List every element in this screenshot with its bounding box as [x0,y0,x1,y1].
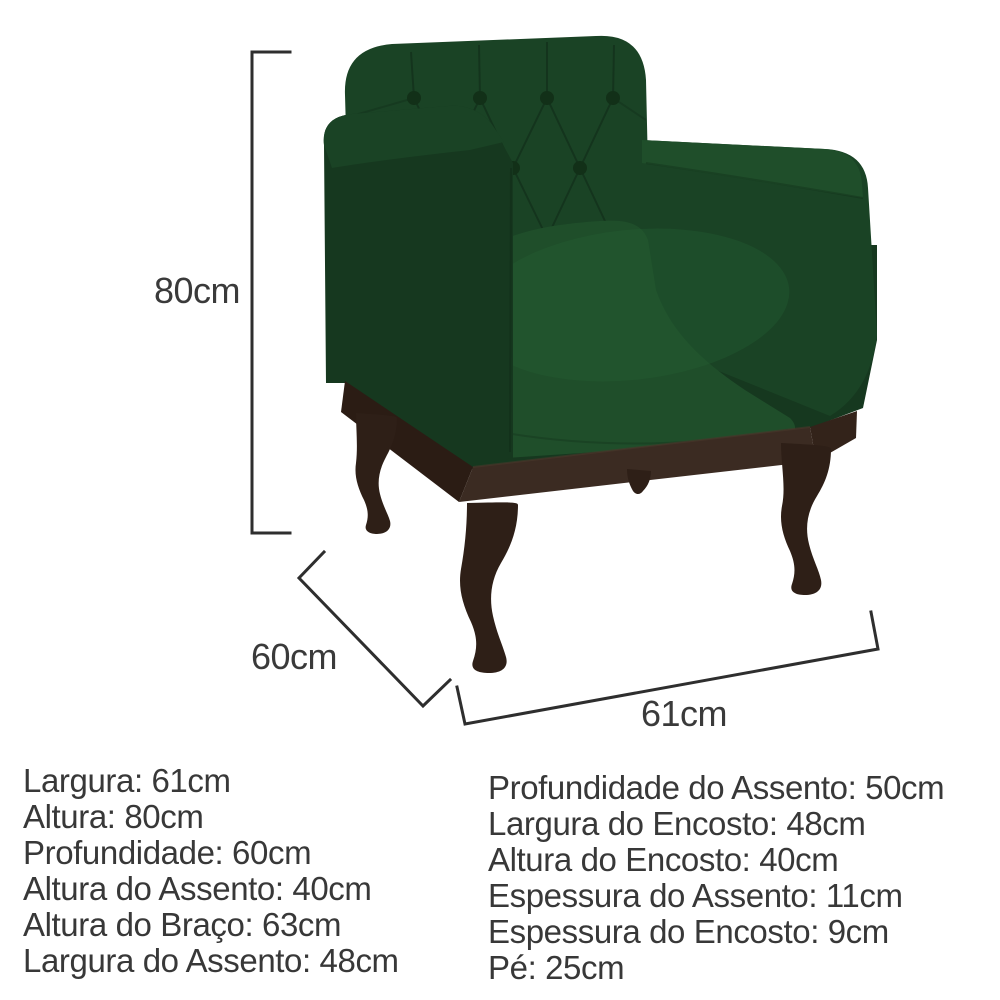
spec-altura-encosto: Altura do Encosto: 40cm [488,841,839,878]
spec-largura-encosto: Largura do Encosto: 48cm [488,805,866,842]
spec-profundidade-assento: Profundidade do Assento: 50cm [488,769,945,806]
spec-espessura-encosto: Espessura do Encosto: 9cm [488,913,889,950]
leg-back-middle [627,469,651,494]
specs-column-right [488,770,944,986]
depth-dimension-line [299,552,450,706]
spec-largura-assento: Largura do Assento: 48cm [23,942,399,979]
spec-espessura-assento: Espessura do Assento: 11cm [488,877,903,914]
spec-profundidade: Profundidade: 60cm [23,834,312,871]
leg-front-left [460,502,518,673]
depth-dimension-label: 60cm [250,636,338,677]
spec-altura-braco: Altura do Braço: 63cm [23,906,342,943]
spec-altura-assento: Altura do Assento: 40cm [23,870,372,907]
spec-pe: Pé: 25cm [488,949,625,986]
leg-back-left [355,413,397,534]
chair-left-arm-seam [510,168,511,452]
height-dimension-line [252,52,290,533]
height-dimension-label: 80cm [153,270,240,311]
specs-column-left [23,763,399,979]
width-dimension-label: 61cm [640,693,728,734]
leg-front-right [781,443,831,595]
spec-altura: Altura: 80cm [23,798,204,835]
spec-largura: Largura: 61cm [23,762,231,799]
